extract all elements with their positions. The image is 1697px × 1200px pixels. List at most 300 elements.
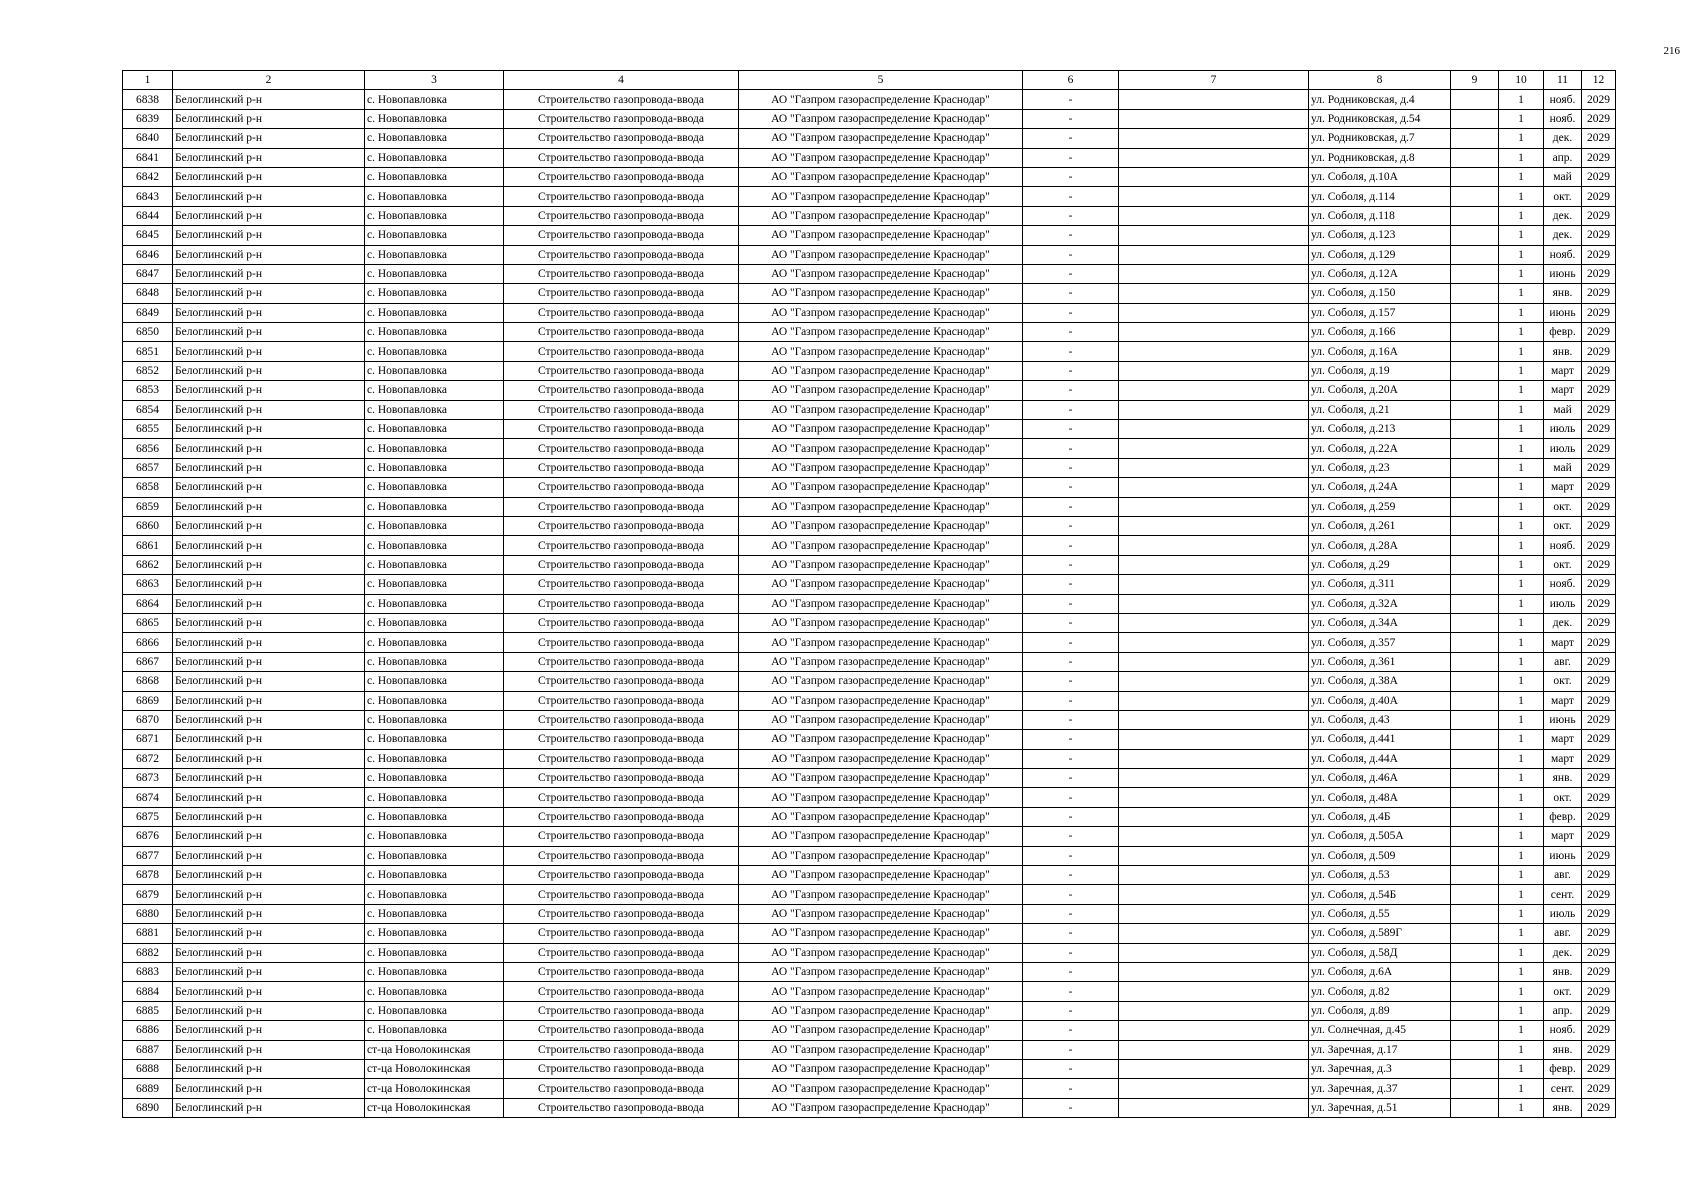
col-6-cell: - (1023, 109, 1119, 128)
year-cell: 2029 (1582, 381, 1616, 400)
year-cell: 2029 (1582, 167, 1616, 186)
month-cell: июль (1544, 904, 1582, 923)
table-row (123, 187, 1616, 206)
row-number-cell: 6876 (123, 827, 173, 846)
col-6-cell: - (1023, 827, 1119, 846)
col-7-cell (1119, 788, 1309, 807)
settlement-cell: с. Новопавловка (365, 924, 504, 943)
district-cell: Белоглинский р-н (173, 478, 365, 497)
col-9-cell (1451, 323, 1499, 342)
settlement-cell: с. Новопавловка (365, 187, 504, 206)
work-type-cell: Строительство газопровода-ввода (504, 555, 739, 574)
col-7-cell (1119, 885, 1309, 904)
address-cell: ул. Соболя, д.4Б (1309, 807, 1451, 826)
table-row (123, 924, 1616, 943)
address-cell: ул. Соболя, д.89 (1309, 1001, 1451, 1020)
row-number-cell: 6849 (123, 303, 173, 322)
quantity-cell: 1 (1499, 943, 1544, 962)
col-6-cell: - (1023, 264, 1119, 283)
address-cell: ул. Соболя, д.24А (1309, 478, 1451, 497)
address-cell: ул. Соболя, д.21 (1309, 400, 1451, 419)
table-row (123, 400, 1616, 419)
work-type-cell: Строительство газопровода-ввода (504, 342, 739, 361)
settlement-cell: ст-ца Новолокинская (365, 1059, 504, 1078)
col-7-cell (1119, 167, 1309, 186)
address-cell: ул. Соболя, д.34А (1309, 613, 1451, 632)
month-cell: окт. (1544, 982, 1582, 1001)
month-cell: март (1544, 478, 1582, 497)
district-cell: Белоглинский р-н (173, 652, 365, 671)
address-cell: ул. Соболя, д.19 (1309, 361, 1451, 380)
work-type-cell: Строительство газопровода-ввода (504, 400, 739, 419)
month-cell: окт. (1544, 516, 1582, 535)
col-7-cell (1119, 342, 1309, 361)
row-number-cell: 6854 (123, 400, 173, 419)
district-cell: Белоглинский р-н (173, 1040, 365, 1059)
organization-cell: АО "Газпром газораспределение Краснодар" (739, 633, 1023, 652)
col-6-cell: - (1023, 885, 1119, 904)
year-cell: 2029 (1582, 303, 1616, 322)
col-7-cell (1119, 420, 1309, 439)
address-cell: ул. Соболя, д.40А (1309, 691, 1451, 710)
col-6-cell: - (1023, 478, 1119, 497)
table-row (123, 788, 1616, 807)
address-cell: ул. Родниковская, д.4 (1309, 90, 1451, 109)
month-cell: март (1544, 361, 1582, 380)
quantity-cell: 1 (1499, 1098, 1544, 1117)
organization-cell: АО "Газпром газораспределение Краснодар" (739, 342, 1023, 361)
organization-cell: АО "Газпром газораспределение Краснодар" (739, 672, 1023, 691)
quantity-cell: 1 (1499, 846, 1544, 865)
address-cell: ул. Соболя, д.44А (1309, 749, 1451, 768)
table-row (123, 807, 1616, 826)
year-cell: 2029 (1582, 284, 1616, 303)
row-number-cell: 6846 (123, 245, 173, 264)
settlement-cell: ст-ца Новолокинская (365, 1079, 504, 1098)
year-cell: 2029 (1582, 691, 1616, 710)
year-cell: 2029 (1582, 769, 1616, 788)
district-cell: Белоглинский р-н (173, 439, 365, 458)
district-cell: Белоглинский р-н (173, 769, 365, 788)
col-6-cell: - (1023, 652, 1119, 671)
work-type-cell: Строительство газопровода-ввода (504, 1079, 739, 1098)
col-6-cell: - (1023, 536, 1119, 555)
work-type-cell: Строительство газопровода-ввода (504, 730, 739, 749)
address-cell: ул. Соболя, д.357 (1309, 633, 1451, 652)
district-cell: Белоглинский р-н (173, 323, 365, 342)
district-cell: Белоглинский р-н (173, 303, 365, 322)
col-7-cell (1119, 1001, 1309, 1020)
table-row (123, 1001, 1616, 1020)
address-cell: ул. Соболя, д.114 (1309, 187, 1451, 206)
table-row (123, 536, 1616, 555)
settlement-cell: с. Новопавловка (365, 846, 504, 865)
work-type-cell: Строительство газопровода-ввода (504, 924, 739, 943)
quantity-cell: 1 (1499, 536, 1544, 555)
table-row (123, 691, 1616, 710)
quantity-cell: 1 (1499, 361, 1544, 380)
month-cell: окт. (1544, 672, 1582, 691)
month-cell: март (1544, 691, 1582, 710)
month-cell: июнь (1544, 303, 1582, 322)
col-6-cell: - (1023, 807, 1119, 826)
row-number-cell: 6885 (123, 1001, 173, 1020)
settlement-cell: с. Новопавловка (365, 749, 504, 768)
month-cell: июль (1544, 594, 1582, 613)
district-cell: Белоглинский р-н (173, 167, 365, 186)
col-6-cell: - (1023, 962, 1119, 981)
row-number-cell: 6850 (123, 323, 173, 342)
settlement-cell: с. Новопавловка (365, 1001, 504, 1020)
row-number-cell: 6864 (123, 594, 173, 613)
district-cell: Белоглинский р-н (173, 206, 365, 225)
year-cell: 2029 (1582, 323, 1616, 342)
work-type-cell: Строительство газопровода-ввода (504, 497, 739, 516)
col-7-cell (1119, 148, 1309, 167)
address-cell: ул. Соболя, д.58Д (1309, 943, 1451, 962)
settlement-cell: с. Новопавловка (365, 788, 504, 807)
settlement-cell: с. Новопавловка (365, 962, 504, 981)
address-cell: ул. Соболя, д.48А (1309, 788, 1451, 807)
district-cell: Белоглинский р-н (173, 1001, 365, 1020)
col-7-cell (1119, 497, 1309, 516)
organization-cell: АО "Газпром газораспределение Краснодар" (739, 575, 1023, 594)
month-cell: окт. (1544, 497, 1582, 516)
organization-cell: АО "Газпром газораспределение Краснодар" (739, 749, 1023, 768)
col-9-cell (1451, 652, 1499, 671)
col-7-cell (1119, 303, 1309, 322)
col-6-cell: - (1023, 90, 1119, 109)
settlement-cell: с. Новопавловка (365, 575, 504, 594)
organization-cell: АО "Газпром газораспределение Краснодар" (739, 730, 1023, 749)
col-9-cell (1451, 924, 1499, 943)
address-cell: ул. Соболя, д.259 (1309, 497, 1451, 516)
row-number-cell: 6869 (123, 691, 173, 710)
row-number-cell: 6871 (123, 730, 173, 749)
page-number: 216 (1663, 45, 1680, 57)
district-cell: Белоглинский р-н (173, 148, 365, 167)
year-cell: 2029 (1582, 497, 1616, 516)
work-type-cell: Строительство газопровода-ввода (504, 458, 739, 477)
row-number-cell: 6845 (123, 226, 173, 245)
district-cell: Белоглинский р-н (173, 555, 365, 574)
year-cell: 2029 (1582, 613, 1616, 632)
year-cell: 2029 (1582, 575, 1616, 594)
col-6-cell: - (1023, 710, 1119, 729)
col-9-cell (1451, 284, 1499, 303)
settlement-cell: с. Новопавловка (365, 594, 504, 613)
month-cell: дек. (1544, 206, 1582, 225)
col-6-cell: - (1023, 458, 1119, 477)
year-cell: 2029 (1582, 846, 1616, 865)
quantity-cell: 1 (1499, 129, 1544, 148)
table-row (123, 303, 1616, 322)
quantity-cell: 1 (1499, 749, 1544, 768)
organization-cell: АО "Газпром газораспределение Краснодар" (739, 885, 1023, 904)
district-cell: Белоглинский р-н (173, 90, 365, 109)
work-type-cell: Строительство газопровода-ввода (504, 536, 739, 555)
col-9-cell (1451, 691, 1499, 710)
col-6-cell: - (1023, 1021, 1119, 1040)
month-cell: янв. (1544, 962, 1582, 981)
col-7-cell (1119, 478, 1309, 497)
table-row (123, 129, 1616, 148)
quantity-cell: 1 (1499, 1079, 1544, 1098)
district-cell: Белоглинский р-н (173, 458, 365, 477)
col-9-cell (1451, 555, 1499, 574)
month-cell: май (1544, 167, 1582, 186)
quantity-cell: 1 (1499, 555, 1544, 574)
work-type-cell: Строительство газопровода-ввода (504, 420, 739, 439)
district-cell: Белоглинский р-н (173, 245, 365, 264)
address-cell: ул. Соболя, д.150 (1309, 284, 1451, 303)
address-cell: ул. Соболя, д.55 (1309, 904, 1451, 923)
organization-cell: АО "Газпром газораспределение Краснодар" (739, 943, 1023, 962)
work-type-cell: Строительство газопровода-ввода (504, 769, 739, 788)
district-cell: Белоглинский р-н (173, 846, 365, 865)
settlement-cell: с. Новопавловка (365, 284, 504, 303)
col-6-cell: - (1023, 1098, 1119, 1117)
col-6-cell: - (1023, 323, 1119, 342)
address-cell: ул. Соболя, д.29 (1309, 555, 1451, 574)
table-row (123, 827, 1616, 846)
col-9-cell (1451, 129, 1499, 148)
col-7-cell (1119, 400, 1309, 419)
year-cell: 2029 (1582, 206, 1616, 225)
settlement-cell: с. Новопавловка (365, 226, 504, 245)
col-6-cell: - (1023, 575, 1119, 594)
work-type-cell: Строительство газопровода-ввода (504, 982, 739, 1001)
col-7-cell (1119, 206, 1309, 225)
month-cell: июнь (1544, 846, 1582, 865)
address-cell: ул. Заречная, д.3 (1309, 1059, 1451, 1078)
organization-cell: АО "Газпром газораспределение Краснодар" (739, 420, 1023, 439)
settlement-cell: с. Новопавловка (365, 807, 504, 826)
district-cell: Белоглинский р-н (173, 536, 365, 555)
row-number-cell: 6875 (123, 807, 173, 826)
district-cell: Белоглинский р-н (173, 672, 365, 691)
col-6-cell: - (1023, 924, 1119, 943)
col-7-cell (1119, 458, 1309, 477)
year-cell: 2029 (1582, 1079, 1616, 1098)
settlement-cell: ст-ца Новолокинская (365, 1098, 504, 1117)
year-cell: 2029 (1582, 710, 1616, 729)
row-number-cell: 6852 (123, 361, 173, 380)
district-cell: Белоглинский р-н (173, 730, 365, 749)
organization-cell: АО "Газпром газораспределение Краснодар" (739, 982, 1023, 1001)
settlement-cell: с. Новопавловка (365, 129, 504, 148)
col-6-cell: - (1023, 245, 1119, 264)
address-cell: ул. Соболя, д.441 (1309, 730, 1451, 749)
year-cell: 2029 (1582, 342, 1616, 361)
row-number-cell: 6843 (123, 187, 173, 206)
work-type-cell: Строительство газопровода-ввода (504, 943, 739, 962)
year-cell: 2029 (1582, 109, 1616, 128)
district-cell: Белоглинский р-н (173, 361, 365, 380)
year-cell: 2029 (1582, 633, 1616, 652)
settlement-cell: с. Новопавловка (365, 691, 504, 710)
settlement-cell: с. Новопавловка (365, 439, 504, 458)
settlement-cell: с. Новопавловка (365, 90, 504, 109)
quantity-cell: 1 (1499, 148, 1544, 167)
col-9-cell (1451, 109, 1499, 128)
table-row (123, 458, 1616, 477)
organization-cell: АО "Газпром газораспределение Краснодар" (739, 303, 1023, 322)
organization-cell: АО "Газпром газораспределение Краснодар" (739, 1059, 1023, 1078)
table-row (123, 1040, 1616, 1059)
table-row (123, 749, 1616, 768)
year-cell: 2029 (1582, 1001, 1616, 1020)
col-7-cell (1119, 555, 1309, 574)
month-cell: окт. (1544, 187, 1582, 206)
col-9-cell (1451, 187, 1499, 206)
quantity-cell: 1 (1499, 691, 1544, 710)
address-cell: ул. Соболя, д.10А (1309, 167, 1451, 186)
row-number-cell: 6870 (123, 710, 173, 729)
work-type-cell: Строительство газопровода-ввода (504, 904, 739, 923)
col-9-cell (1451, 439, 1499, 458)
col-9-cell (1451, 613, 1499, 632)
col-6-cell: - (1023, 1040, 1119, 1059)
settlement-cell: с. Новопавловка (365, 885, 504, 904)
organization-cell: АО "Газпром газораспределение Краснодар" (739, 439, 1023, 458)
work-type-cell: Строительство газопровода-ввода (504, 323, 739, 342)
organization-cell: АО "Газпром газораспределение Краснодар" (739, 924, 1023, 943)
table-row (123, 555, 1616, 574)
organization-cell: АО "Газпром газораспределение Краснодар" (739, 129, 1023, 148)
quantity-cell: 1 (1499, 109, 1544, 128)
col-7-cell (1119, 904, 1309, 923)
col-7-cell (1119, 943, 1309, 962)
address-cell: ул. Соболя, д.20А (1309, 381, 1451, 400)
organization-cell: АО "Газпром газораспределение Краснодар" (739, 710, 1023, 729)
table-row (123, 575, 1616, 594)
column-header-7: 7 (1119, 71, 1309, 90)
col-6-cell: - (1023, 982, 1119, 1001)
row-number-cell: 6855 (123, 420, 173, 439)
organization-cell: АО "Газпром газораспределение Краснодар" (739, 323, 1023, 342)
organization-cell: АО "Газпром газораспределение Краснодар" (739, 594, 1023, 613)
col-6-cell: - (1023, 284, 1119, 303)
address-cell: ул. Соболя, д.261 (1309, 516, 1451, 535)
col-6-cell: - (1023, 420, 1119, 439)
work-type-cell: Строительство газопровода-ввода (504, 264, 739, 283)
column-header-9: 9 (1451, 71, 1499, 90)
row-number-cell: 6862 (123, 555, 173, 574)
col-6-cell: - (1023, 400, 1119, 419)
work-type-cell: Строительство газопровода-ввода (504, 633, 739, 652)
col-6-cell: - (1023, 1079, 1119, 1098)
work-type-cell: Строительство газопровода-ввода (504, 129, 739, 148)
col-7-cell (1119, 749, 1309, 768)
col-9-cell (1451, 1021, 1499, 1040)
organization-cell: АО "Газпром газораспределение Краснодар" (739, 148, 1023, 167)
district-cell: Белоглинский р-н (173, 613, 365, 632)
col-9-cell (1451, 206, 1499, 225)
district-cell: Белоглинский р-н (173, 1059, 365, 1078)
quantity-cell: 1 (1499, 1059, 1544, 1078)
col-9-cell (1451, 478, 1499, 497)
year-cell: 2029 (1582, 594, 1616, 613)
table-row (123, 633, 1616, 652)
work-type-cell: Строительство газопровода-ввода (504, 710, 739, 729)
district-cell: Белоглинский р-н (173, 924, 365, 943)
work-type-cell: Строительство газопровода-ввода (504, 885, 739, 904)
quantity-cell: 1 (1499, 710, 1544, 729)
col-9-cell (1451, 672, 1499, 691)
organization-cell: АО "Газпром газораспределение Краснодар" (739, 516, 1023, 535)
table-row (123, 594, 1616, 613)
col-7-cell (1119, 575, 1309, 594)
year-cell: 2029 (1582, 400, 1616, 419)
address-cell: ул. Соболя, д.32А (1309, 594, 1451, 613)
month-cell: окт. (1544, 555, 1582, 574)
address-cell: ул. Заречная, д.37 (1309, 1079, 1451, 1098)
month-cell: июль (1544, 420, 1582, 439)
col-7-cell (1119, 109, 1309, 128)
quantity-cell: 1 (1499, 497, 1544, 516)
year-cell: 2029 (1582, 788, 1616, 807)
quantity-cell: 1 (1499, 788, 1544, 807)
organization-cell: АО "Газпром газораспределение Краснодар" (739, 1079, 1023, 1098)
col-6-cell: - (1023, 497, 1119, 516)
table-row (123, 904, 1616, 923)
col-9-cell (1451, 885, 1499, 904)
table-header-row (123, 71, 1616, 90)
settlement-cell: с. Новопавловка (365, 206, 504, 225)
col-9-cell (1451, 458, 1499, 477)
settlement-cell: с. Новопавловка (365, 1021, 504, 1040)
row-number-cell: 6890 (123, 1098, 173, 1117)
col-9-cell (1451, 303, 1499, 322)
district-cell: Белоглинский р-н (173, 187, 365, 206)
year-cell: 2029 (1582, 807, 1616, 826)
month-cell: нояб. (1544, 575, 1582, 594)
row-number-cell: 6839 (123, 109, 173, 128)
row-number-cell: 6848 (123, 284, 173, 303)
table-row (123, 1021, 1616, 1040)
quantity-cell: 1 (1499, 420, 1544, 439)
row-number-cell: 6888 (123, 1059, 173, 1078)
col-7-cell (1119, 361, 1309, 380)
settlement-cell: с. Новопавловка (365, 400, 504, 419)
year-cell: 2029 (1582, 866, 1616, 885)
col-9-cell (1451, 633, 1499, 652)
district-cell: Белоглинский р-н (173, 982, 365, 1001)
organization-cell: АО "Газпром газораспределение Краснодар" (739, 613, 1023, 632)
month-cell: дек. (1544, 613, 1582, 632)
month-cell: янв. (1544, 284, 1582, 303)
work-type-cell: Строительство газопровода-ввода (504, 206, 739, 225)
month-cell: нояб. (1544, 245, 1582, 264)
table-row (123, 361, 1616, 380)
work-type-cell: Строительство газопровода-ввода (504, 1001, 739, 1020)
address-cell: ул. Соболя, д.589Г (1309, 924, 1451, 943)
organization-cell: АО "Газпром газораспределение Краснодар" (739, 1040, 1023, 1059)
organization-cell: АО "Газпром газораспределение Краснодар" (739, 691, 1023, 710)
quantity-cell: 1 (1499, 167, 1544, 186)
month-cell: янв. (1544, 769, 1582, 788)
col-7-cell (1119, 245, 1309, 264)
col-9-cell (1451, 361, 1499, 380)
table-row (123, 846, 1616, 865)
month-cell: февр. (1544, 323, 1582, 342)
year-cell: 2029 (1582, 458, 1616, 477)
col-7-cell (1119, 807, 1309, 826)
address-cell: ул. Родниковская, д.54 (1309, 109, 1451, 128)
organization-cell: АО "Газпром газораспределение Краснодар" (739, 109, 1023, 128)
col-7-cell (1119, 846, 1309, 865)
